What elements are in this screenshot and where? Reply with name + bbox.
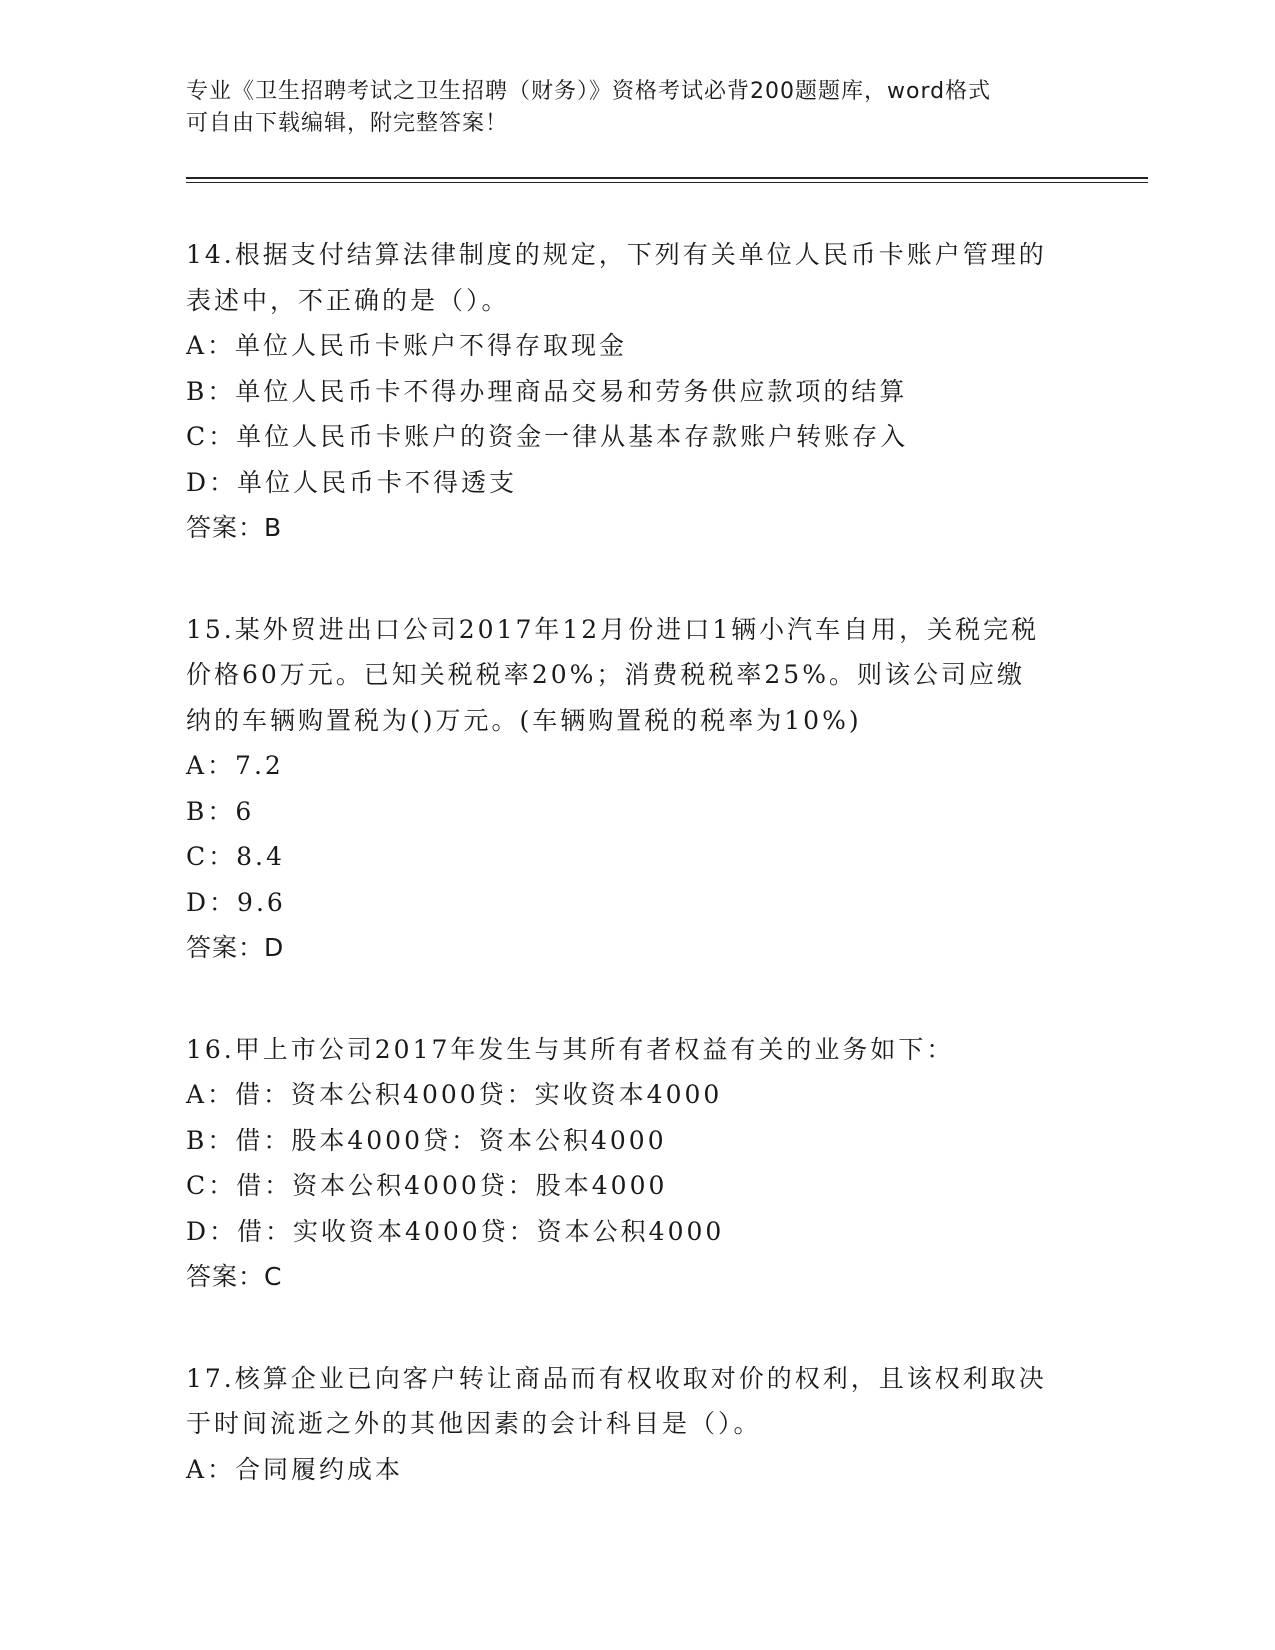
- question-stem-line: 于时间流逝之外的其他因素的会计科目是（）。: [186, 1409, 762, 1438]
- question-16: [186, 1027, 1086, 1300]
- header-divider-thin: [186, 182, 1148, 183]
- question-stem-line: 价格60万元。已知关税税率20%；消费税税率25%。则该公司应缴: [186, 660, 1025, 689]
- option-d: D：9.6: [186, 887, 286, 917]
- question-17: [186, 1356, 1086, 1493]
- option-b: B：借：股本4000贷：资本公积4000: [186, 1125, 667, 1155]
- option-b: B：6: [186, 796, 255, 826]
- question-stem-line: 16.甲上市公司2017年发生与其所有者权益有关的业务如下：: [186, 1034, 955, 1064]
- option-b: B：单位人民币卡不得办理商品交易和劳务供应款项的结算: [186, 376, 908, 406]
- question-15: [186, 607, 1086, 971]
- option-a: A：借：资本公积4000贷：实收资本4000: [186, 1080, 723, 1109]
- question-stem-line: 14.根据支付结算法律制度的规定，下列有关单位人民币卡账户管理的: [186, 240, 1047, 269]
- option-c: C：借：资本公积4000贷：股本4000: [186, 1171, 668, 1200]
- question-stem-line: 表述中，不正确的是（）。: [186, 285, 510, 315]
- answer-label: 答案：D: [186, 933, 285, 962]
- header-line-1: 专业《卫生招聘考试之卫生招聘（财务）》资格考试必背200题题库，word格式: [186, 79, 992, 104]
- option-a: A：7.2: [186, 751, 284, 780]
- question-14: [186, 232, 1086, 551]
- question-stem-line: 纳的车辆购置税为()万元。(车辆购置税的税率为10%): [186, 705, 862, 735]
- answer-label: 答案：C: [186, 1262, 283, 1291]
- option-c: C：单位人民币卡账户的资金一律从基本存款账户转账存入: [186, 422, 909, 451]
- option-a: A：单位人民币卡账户不得存取现金: [186, 331, 628, 360]
- question-stem-line: 15.某外贸进出口公司2017年12月份进口1辆小汽车自用，关税完税: [186, 614, 1040, 644]
- answer-label: 答案：B: [186, 513, 283, 542]
- header-divider-thick: [186, 177, 1148, 179]
- option-c: C：8.4: [186, 842, 285, 871]
- question-stem-line: 17.核算企业已向客户转让商品而有权收取对价的权利，且该权利取决: [186, 1363, 1047, 1393]
- option-d: D：借：实收资本4000贷：资本公积4000: [186, 1216, 725, 1246]
- header-line-2: 可自由下载编辑，附完整答案！: [186, 111, 509, 136]
- option-a: A：合同履约成本: [186, 1454, 404, 1484]
- option-d: D：单位人民币卡不得透支: [186, 467, 518, 497]
- document-header: [186, 76, 1066, 140]
- question-list: [186, 232, 1086, 1548]
